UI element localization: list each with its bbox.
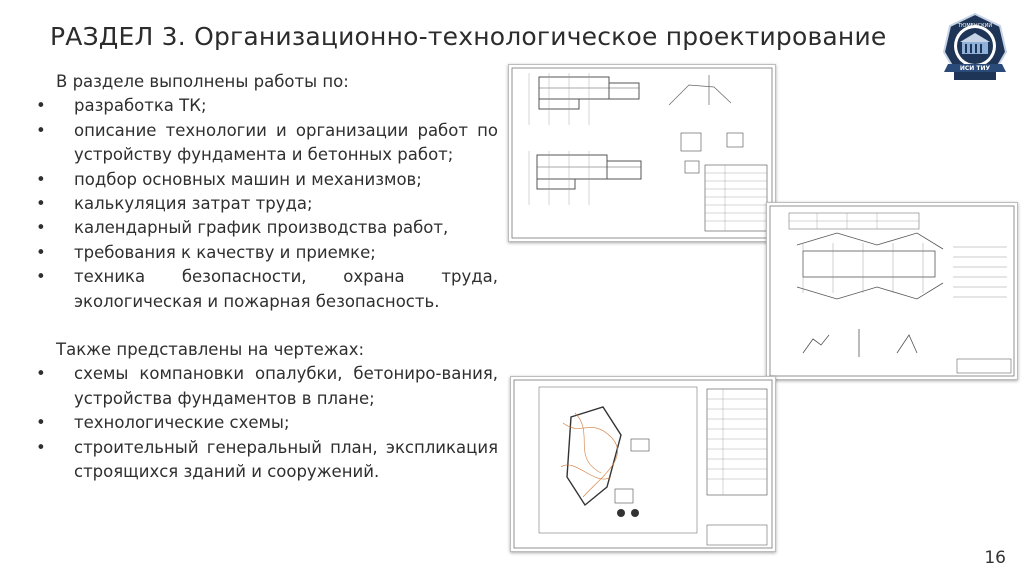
section2-intro: Также представлены на чертежах: [56,340,365,360]
bullet: • [36,242,46,262]
list-item-text: разработка ТК; [74,96,207,116]
university-emblem-icon [940,12,1010,88]
section1-intro: В разделе выполнены работы по: [56,72,349,91]
bullet: • [36,267,46,287]
content-text [36,70,498,485]
list-item [36,94,498,118]
list-item-text: описание технологии и организации работ по устройству фундамента и бетонных работ; [74,120,498,165]
drawing-sheet-tech-schemes [766,202,1018,380]
list-item-text: калькуляция затрат труда; [74,194,313,214]
logo-text-band: ИСИ ТИУ [959,65,991,72]
bullet: • [36,120,46,140]
page-title: РАЗДЕЛ 3. Организационно-технологическое проектирование [50,22,887,51]
site-plan-drawing [511,377,775,551]
drawing-sheet-foundation-plan [508,64,776,242]
list-item-text: технологические схемы; [74,413,290,433]
bullet: • [36,413,46,433]
list-item [36,216,498,240]
list-item [36,411,498,435]
list-item [36,241,498,265]
list-item [36,436,498,485]
list-item-text: техника безопасности, охрана труда, экологическая и пожарная безопасность. [74,267,498,311]
university-logo [940,12,1010,88]
list-item [36,265,498,314]
list-item-text: строительный генеральный план, экспликация строящихся зданий и сооружений. [74,437,498,482]
bullet: • [36,364,46,384]
logo-text-top: ТЮМЕНСКИЙ [957,23,993,29]
bullet: • [36,96,46,116]
list-item-text: календарный график производства работ, [74,218,449,238]
page-number: 16 [984,548,1006,568]
drawing-sheet-site-plan [510,376,776,552]
list-item [36,362,498,411]
tech-schemes-drawing [767,203,1017,379]
list-item [36,119,498,168]
bullet: • [36,437,46,457]
list-item-text: подбор основных машин и механизмов; [74,169,422,189]
foundation-plan-drawing [509,65,775,241]
list-item [36,168,498,192]
bullet: • [36,218,46,238]
list-item [36,192,498,216]
bullet: • [36,169,46,189]
list-item-text: требования к качеству и приемке; [74,242,376,262]
bullet: • [36,194,46,214]
list-item-text: схемы компановки опалубки, бетониро-вания, устройства фундаментов в плане; [74,364,498,408]
section2-list [36,362,498,484]
section1-list [36,94,498,314]
